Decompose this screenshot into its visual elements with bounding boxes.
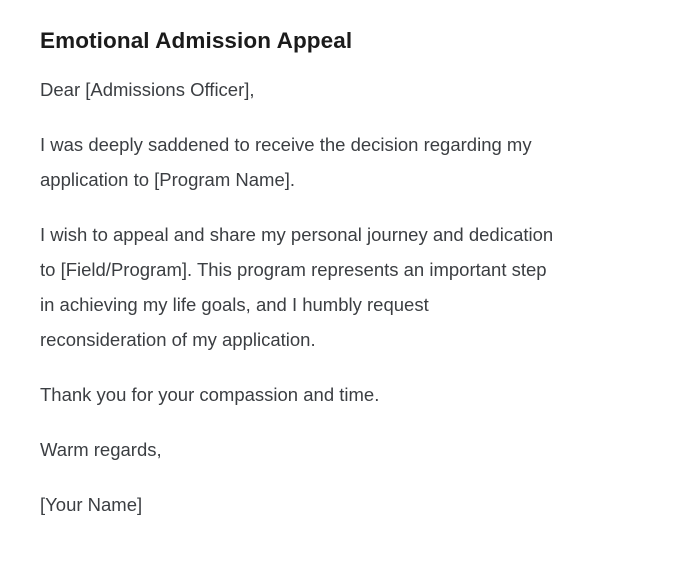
letter-title: Emotional Admission Appeal [40,28,353,53]
paragraph-line: to [Field/Program]. This program represents an important step [40,259,547,280]
paragraph-salutation [40,72,660,107]
paragraph-line: in achieving my life goals, and I humbly request [40,294,429,315]
paragraph-line: I wish to appeal and share my personal journey and dedication [40,224,554,245]
paragraph-line: Warm regards, [40,439,162,460]
paragraph-opening [40,127,660,197]
paragraph-line: Dear [Admissions Officer], [40,79,255,100]
paragraph-appeal-body [40,217,660,357]
paragraph-line: application to [Program Name]. [40,169,296,190]
paragraph-line: Thank you for your compassion and time. [40,384,380,405]
paragraph-signature [40,487,660,522]
paragraph-closing [40,432,660,467]
paragraph-thanks [40,377,660,412]
paragraph-line: I was deeply saddened to receive the decision regarding my [40,134,532,155]
paragraph-line: [Your Name] [40,494,143,515]
paragraph-line: reconsideration of my application. [40,329,316,350]
